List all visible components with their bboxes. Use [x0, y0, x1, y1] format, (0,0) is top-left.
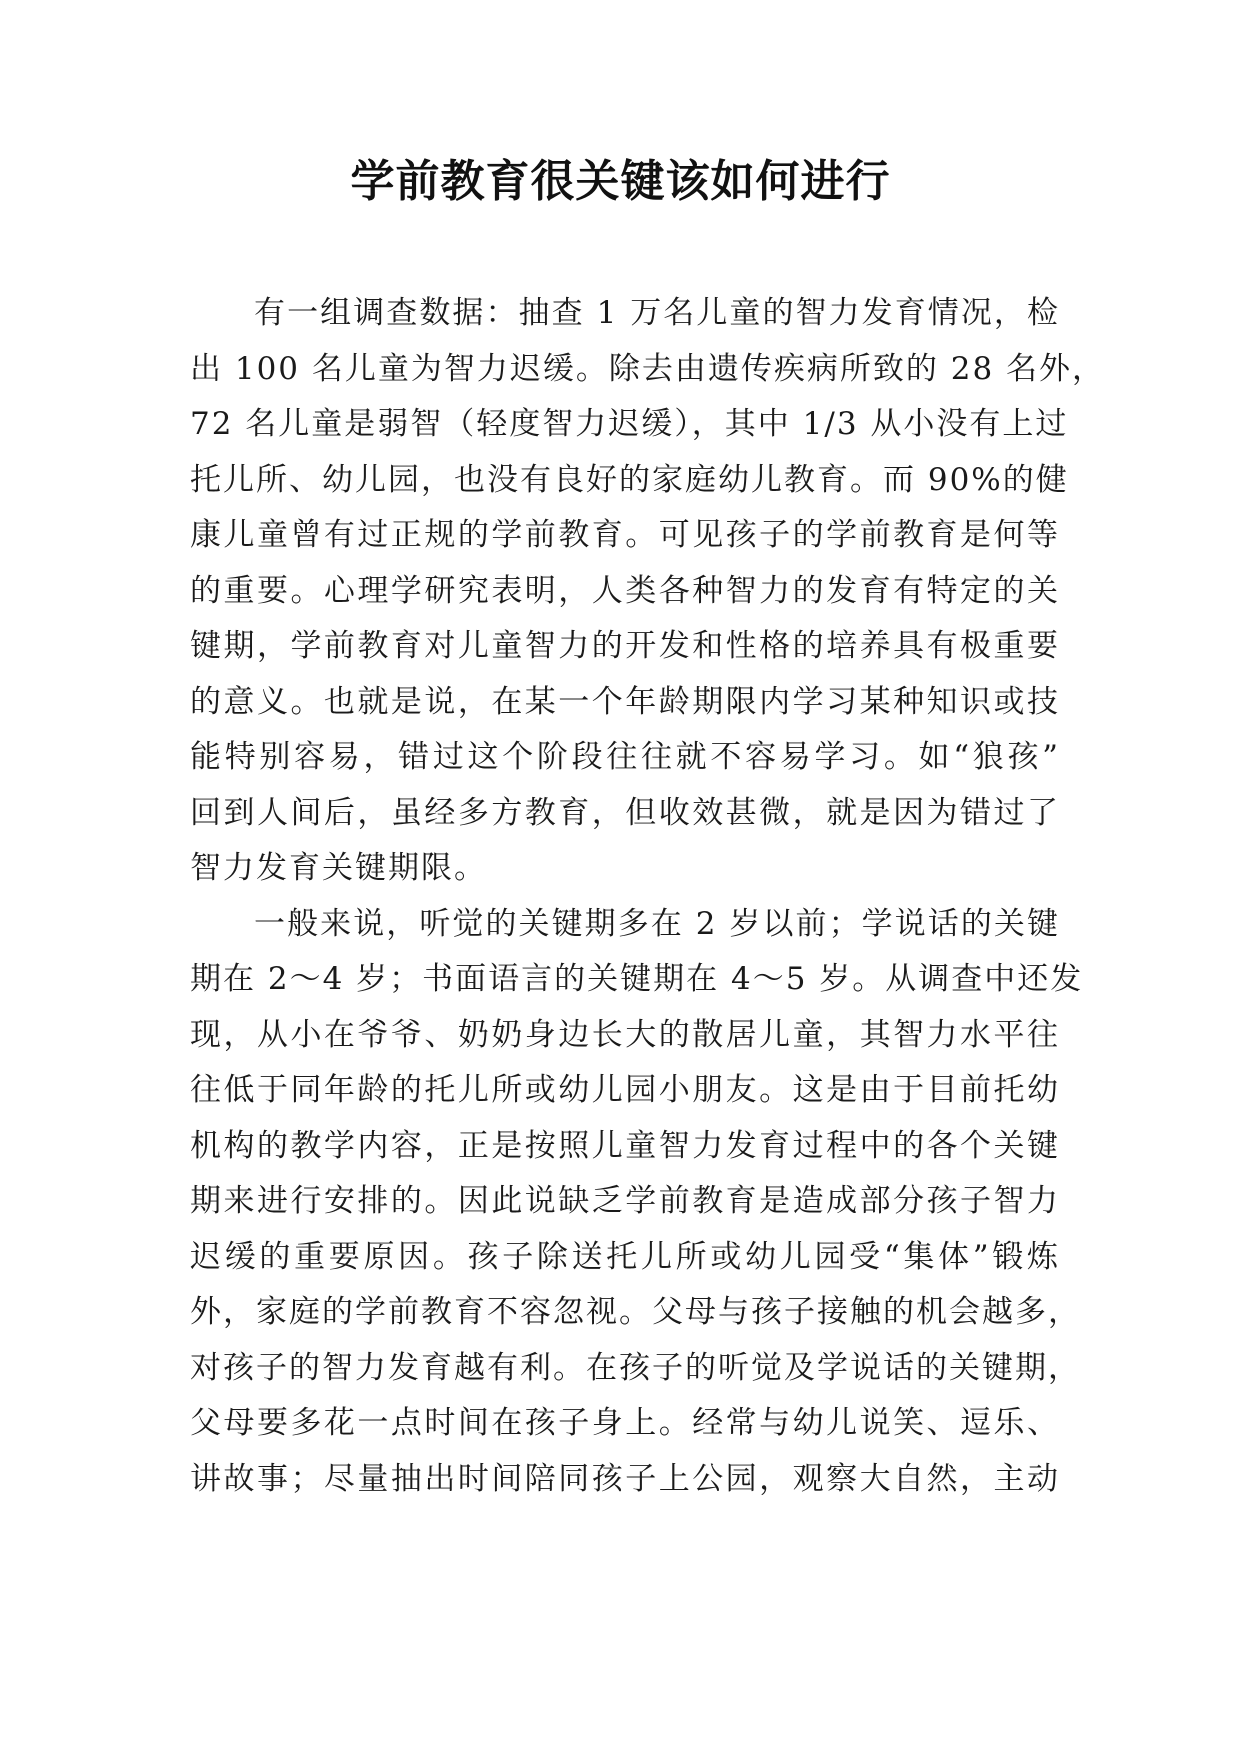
- text-line: 对孩子的智力发育越有利。在孩子的听觉及学说话的关键期，: [190, 1349, 1081, 1386]
- paragraph-2: [190, 897, 1084, 1508]
- text-line: 的重要。心理学研究表明，人类各种智力的发育有特定的关: [190, 572, 1060, 609]
- text-line: 机构的教学内容，正是按照儿童智力发育过程中的各个关键: [190, 1127, 1060, 1164]
- text-line: 72 名儿童是弱智（轻度智力迟缓），其中 1/3 从小没有上过: [190, 406, 1069, 442]
- text-line: 康儿童曾有过正规的学前教育。可见孩子的学前教育是何等: [190, 517, 1060, 553]
- text-line: 能特别容易，错过这个阶段往往就不容易学习。如“狼孩”: [190, 739, 1060, 775]
- text-line: 期来进行安排的。因此说缺乏学前教育是造成部分孩子智力: [190, 1183, 1060, 1219]
- paragraph-1: [190, 286, 1106, 897]
- text-line: 迟缓的重要原因。孩子除送托儿所或幼儿园受“集体”锻炼: [190, 1238, 1060, 1275]
- text-line: 回到人间后，虽经多方教育，但收效甚微，就是因为错过了: [190, 794, 1060, 831]
- text-line: 期在 2～4 岁；书面语言的关键期在 4～5 岁。从调查中还发: [190, 961, 1084, 997]
- text-line: 智力发育关键期限。: [190, 850, 487, 886]
- text-line: 一般来说，听觉的关键期多在 2 岁以前；学说话的关键: [254, 905, 1060, 942]
- text-line: 托儿所、幼儿园，也没有良好的家庭幼儿教育。而 90%的健: [190, 461, 1069, 498]
- text-line: 往低于同年龄的托儿所或幼儿园小朋友。这是由于目前托幼: [190, 1072, 1060, 1108]
- document-body: [190, 286, 1106, 1507]
- text-line: 外，家庭的学前教育不容忽视。父母与孩子接触的机会越多，: [190, 1294, 1081, 1330]
- text-line: 父母要多花一点时间在孩子身上。经常与幼儿说笑、逗乐、: [190, 1405, 1060, 1441]
- text-line: 讲故事；尽量抽出时间陪同孩子上公园，观察大自然，主动: [190, 1460, 1060, 1497]
- text-line: 出 100 名儿童为智力迟缓。除去由遗传疾病所致的 28 名外，: [190, 350, 1106, 387]
- page-title: 学前教育很关键该如何进行: [350, 156, 891, 207]
- text-line: 有一组调查数据：抽查 1 万名儿童的智力发育情况，检: [254, 295, 1060, 331]
- text-line: 的意义。也就是说，在某一个年龄期限内学习某种知识或技: [190, 683, 1060, 720]
- text-line: 键期，学前教育对儿童智力的开发和性格的培养具有极重要: [190, 628, 1060, 664]
- text-line: 现，从小在爷爷、奶奶身边长大的散居儿童，其智力水平往: [190, 1016, 1060, 1053]
